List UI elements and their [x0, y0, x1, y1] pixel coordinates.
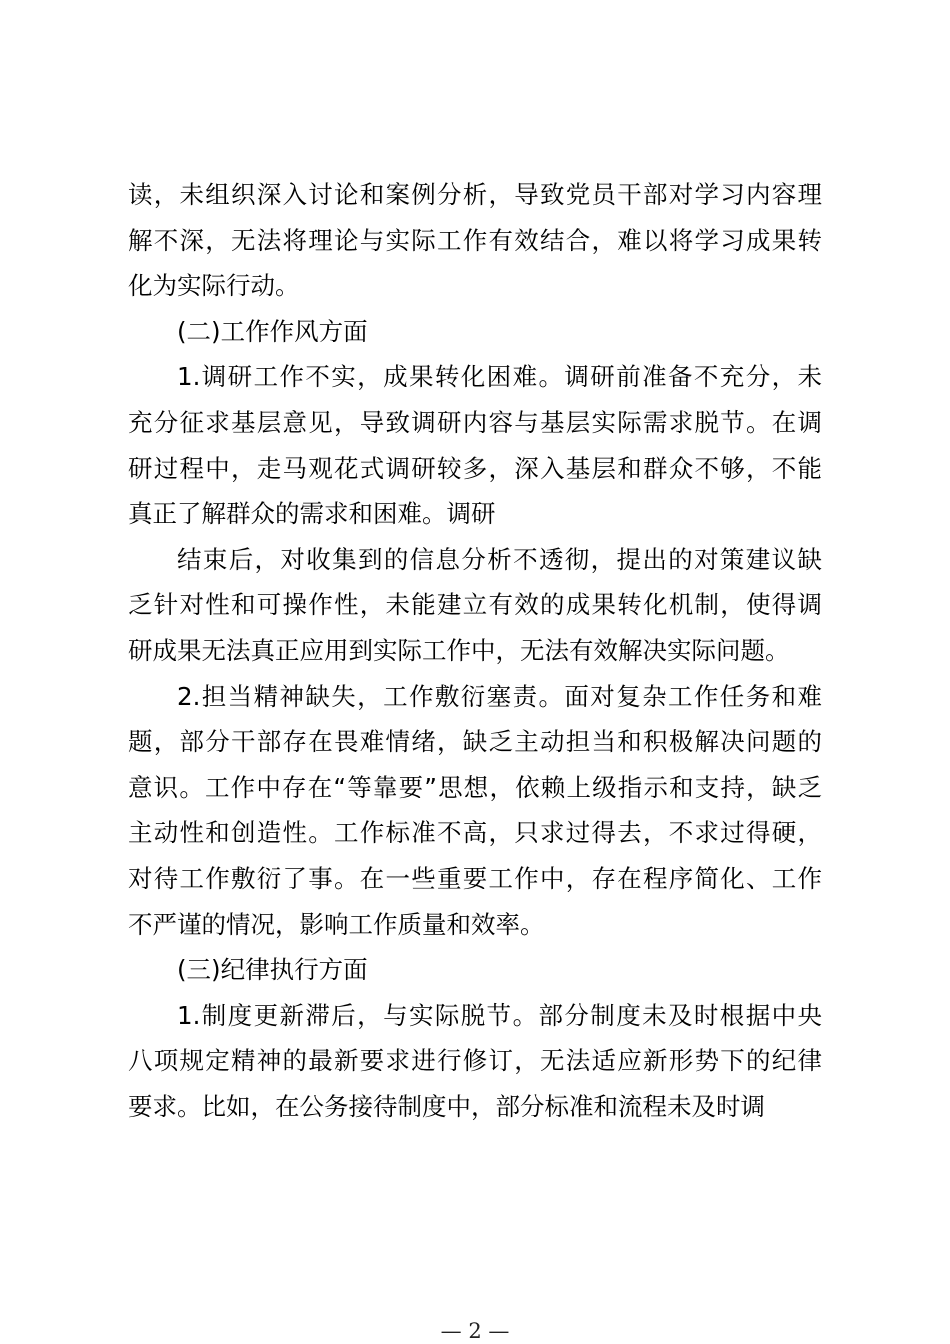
text-line: 乏针对性和可操作性，未能建立有效的成果转化机制，使得调	[128, 590, 822, 620]
section-heading: (三)纪律执行方面	[177, 955, 368, 985]
text-line: 解不深，无法将理论与实际工作有效结合，难以将学习成果转	[128, 225, 822, 255]
text-line: 题，部分干部存在畏难情绪，缺乏主动担当和积极解决问题的	[128, 727, 822, 757]
text-line: 要求。比如，在公务接待制度中，部分标准和流程未及时调	[128, 1091, 765, 1121]
text-line: 读，未组织深入讨论和案例分析，导致党员干部对学习内容理	[128, 180, 822, 209]
text-line: 对待工作敷衍了事。在一些重要工作中，存在程序简化、工作	[128, 863, 822, 893]
page-number: — 2 —	[440, 1319, 510, 1343]
text-line: 结束后，对收集到的信息分析不透彻，提出的对策建议缺	[177, 544, 822, 574]
section-heading: (二)工作作风方面	[177, 316, 368, 346]
text-line: 八项规定精神的最新要求进行修订，无法适应新形势下的纪律	[128, 1046, 822, 1076]
document-body	[128, 172, 822, 1129]
text-line: 充分征求基层意见，导致调研内容与基层实际需求脱节。在调	[128, 407, 822, 437]
text-line: 化为实际行动。	[128, 271, 300, 301]
text-line: 1.调研工作不实，成果转化困难。调研前准备不充分，未	[177, 362, 822, 392]
text-line: 主动性和创造性。工作标准不高，只求过得去，不求过得硬，	[128, 818, 822, 848]
text-line: 研成果无法真正应用到实际工作中，无法有效解决实际问题。	[128, 635, 790, 665]
text-line: 1.制度更新滞后，与实际脱节。部分制度未及时根据中央	[177, 1000, 822, 1030]
text-line: 不严谨的情况，影响工作质量和效率。	[128, 909, 545, 939]
text-line: 研过程中，走马观花式调研较多，深入基层和群众不够，不能	[128, 453, 822, 483]
text-line: 2.担当精神缺失，工作敷衍塞责。面对复杂工作任务和难	[177, 681, 822, 711]
text-line: 真正了解群众的需求和困难。调研	[128, 499, 496, 529]
text-line: 意识。工作中存在“等靠要”思想，依赖上级指示和支持，缺乏	[128, 772, 822, 802]
